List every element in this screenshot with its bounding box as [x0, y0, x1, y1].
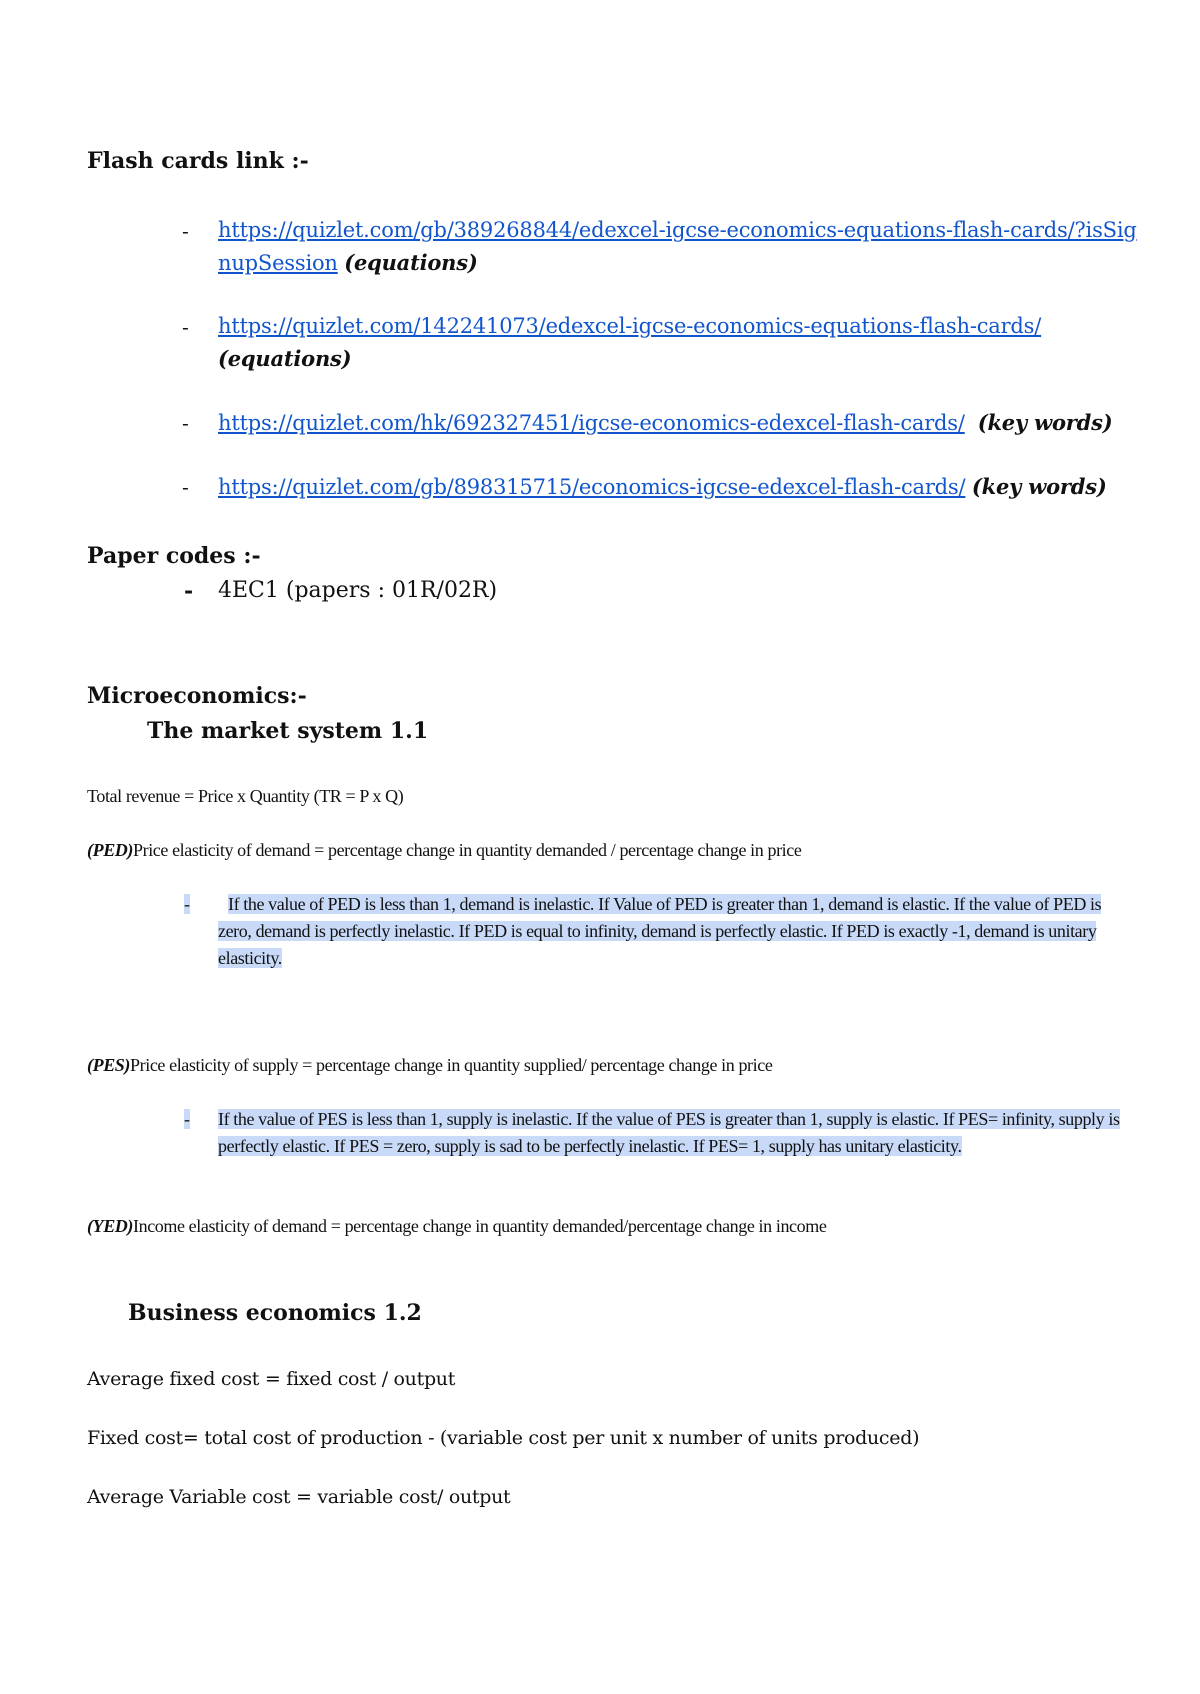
pes-abbreviation: (PES) — [87, 1055, 131, 1075]
average-variable-cost-formula: Average Variable cost = variable cost/ output — [87, 1486, 511, 1508]
paper-code-value: 4EC1 (papers : 01R/02R) — [218, 578, 498, 603]
ped-formula — [87, 840, 801, 861]
list-item — [218, 474, 1107, 499]
pes-formula — [87, 1055, 772, 1076]
list-item — [218, 250, 478, 275]
list-dash: - — [182, 411, 189, 435]
yed-definition: Income elasticity of demand = percentage change in quantity demanded/percentage change in income — [133, 1216, 827, 1236]
microeconomics-heading: Microeconomics:- — [87, 683, 307, 709]
fixed-cost-formula: Fixed cost= total cost of production - (variable cost per unit x number of units produced) — [87, 1427, 920, 1449]
link-note: (key words) — [971, 474, 1107, 499]
ped-abbreviation: (PED) — [87, 840, 133, 860]
link-note: (key words) — [977, 410, 1113, 435]
link-note: (equations) — [344, 250, 478, 275]
flash-card-link-1[interactable]: https://quizlet.com/gb/389268844/edexcel-igcse-economics-equations-flash-cards/?isSig — [218, 218, 1137, 242]
ped-explanation: If the value of PED is less than 1, demand is inelastic. If Value of PED is greater than 1, demand is elastic. If the value of PED is zero, demand is perfectly inelastic. If PED is equal to infinity, demand is perfectly elastic. If PED is exactly -1, demand is unitary elasticity. — [218, 894, 1102, 968]
section-title-business-economics: Business economics 1.2 — [128, 1300, 422, 1326]
average-fixed-cost-formula: Average fixed cost = fixed cost / output — [87, 1368, 456, 1390]
flash-card-link-1-continued[interactable]: nupSession — [218, 251, 338, 275]
list-item — [218, 218, 1137, 242]
list-dash: - — [184, 578, 194, 604]
section-title-market-system: The market system 1.1 — [147, 718, 429, 744]
list-dash: - — [182, 475, 189, 499]
pes-definition: Price elasticity of supply = percentage change in quantity supplied/ percentage change in price — [130, 1055, 773, 1075]
list-dash: - — [184, 894, 190, 914]
flash-card-link-2[interactable]: https://quizlet.com/142241073/edexcel-igcse-economics-equations-flash-cards/ — [218, 314, 1042, 338]
flash-card-link-4[interactable]: https://quizlet.com/gb/898315715/economics-igcse-edexcel-flash-cards/ — [218, 475, 966, 499]
flash-card-link-3[interactable]: https://quizlet.com/hk/692327451/igcse-economics-edexcel-flash-cards/ — [218, 411, 965, 435]
list-item — [218, 314, 1041, 338]
yed-formula — [87, 1216, 826, 1237]
list-dash: - — [182, 315, 189, 339]
paper-codes-heading: Paper codes :- — [87, 543, 261, 569]
yed-abbreviation: (YED) — [87, 1216, 133, 1236]
total-revenue-formula: Total revenue = Price x Quantity (TR = P x Q) — [87, 786, 404, 806]
list-dash: - — [184, 1109, 190, 1129]
flash-cards-heading: Flash cards link :- — [87, 148, 309, 174]
pes-explanation: If the value of PES is less than 1, supply is inelastic. If the value of PES is greater than 1, supply is elastic. If PES= infinity, supply is perfectly elastic. If PES = zero, supply is sad to be perfectly inelastic. If PES= 1, supply has unitary elasticity. — [218, 1109, 1120, 1156]
list-dash: - — [182, 219, 189, 243]
link-note: (equations) — [218, 346, 352, 371]
list-item — [218, 346, 351, 371]
list-item — [218, 410, 1112, 435]
ped-definition: Price elasticity of demand = percentage change in quantity demanded / percentage change in price — [133, 840, 802, 860]
